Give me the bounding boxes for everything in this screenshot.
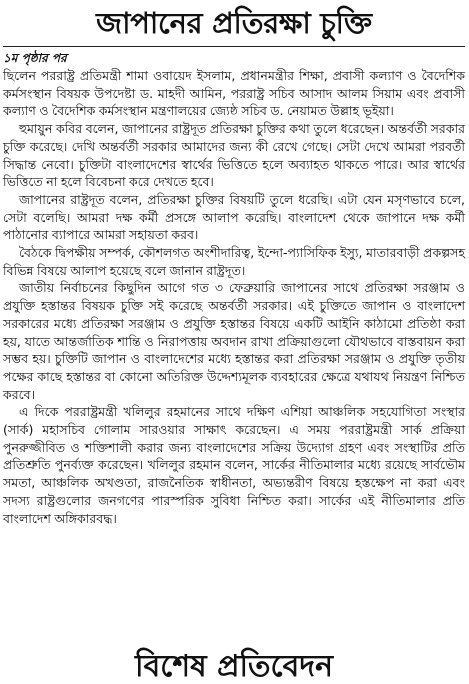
next-headline-text: বিশেষ প্রতিবেদন xyxy=(135,649,333,684)
article-paragraph: হুমায়ুন কবির বলেন, জাপানের রাষ্ট্রদূত প্রতিরক্ষা চুক্তির কথা তুলে ধরেছেন। অন্তর্বর্তী সরকার চুক্তি করেছে। দেখি অন্তর্বর্তী সরকার আমাদের জন্য কী রেখে গেছে। সেটা দেখে আমরা পরবর্তী সিদ্ধান্ত নেবো। চুক্তিটা বাংলাদেশের স্বার্থের ভিত্তিতে হলে অব্যাহত থাকতে পারে। আর স্বার্থের ভিত্তিতে না হলে বিবেচনা করে দেখতে হবে। xyxy=(3,121,465,190)
continued-from-label: ১ম পৃষ্ঠার পর xyxy=(3,51,67,65)
article-paragraph: ছিলেন পররাষ্ট্র প্রতিমন্ত্রী শামা ওবায়েদ ইসলাম, প্রধানমন্ত্রীর শিক্ষা, প্রবাসী কল্যাণ ও বৈদেশিক কর্মসংস্থান বিষয়ক উপদেষ্টা ড. মাহদী আমিন, পররাষ্ট্র সচিব আসাদ আলম সিয়াম এবং প্রবাসী কল্যাণ ও বৈদেশিক কর্মসংস্থান মন্ত্রণালয়ের জ্যেষ্ঠ সচিব ড. নেয়ামত উল্লাহ ভূইয়া। xyxy=(3,68,465,119)
next-article-headline-cropped xyxy=(3,646,465,684)
article-paragraph: এ দিকে পররাষ্ট্রমন্ত্রী খলিলুর রহমানের সাথে দক্ষিণ এশিয়া আঞ্চলিক সহযোগিতা সংস্থার (সার্ক) মহাসচিব গোলাম সারওয়ার সাক্ষাৎ করেছেন। এ সময় পররাষ্ট্রমন্ত্রী সার্ক প্রক্রিয়া পুনরুজ্জীবিত ও শক্তিশালী করার জন্য বাংলাদেশের সক্রিয় উদ্যোগ গ্রহণ এবং সংস্থাটির প্রতি প্রতিশ্রুতি পুনর্ব্যক্ত করেছেন। খলিলুর রহমান বলেন, সার্কের নীতিমালার মধ্যে রয়েছে সার্বভৌম সমতা, আঞ্চলিক অখণ্ডতা, রাজনৈতিক স্বাধীনতা, অভ্যন্তরীণ বিষয়ে হস্তক্ষেপ না করা এবং সদস্য রাষ্ট্রগুলোর জনগণের পারস্পরিক সুবিধা নিশ্চিত করা। সার্কের এই নীতিমালার প্রতি বাংলাদেশ অঙ্গিকারবদ্ধ। xyxy=(3,404,465,526)
article-paragraph: জাতীয় নির্বাচনের কিছুদিন আগে গত ৩ ফেব্রুয়ারি জাপানের সাথে প্রতিরক্ষা সরঞ্জাম ও প্রযুক্তি হস্তান্তর বিষয়ক চুক্তি সই করেছে অন্তর্বর্তী সরকার। এই চুক্তিতে জাপান ও বাংলাদেশ সরকারের মধ্যে প্রতিরক্ষা সরঞ্জাম ও প্রযুক্তি হস্তান্তর বিষয়ে একটি আইনি কাঠামো প্রতিষ্ঠা করা হয়, যাতে আন্তর্জাতিক শান্তি ও নিরাপত্তায় অবদান রাখা প্রক্রিয়াগুলো যৌথভাবে বাস্তবায়ন করা সম্ভব হয়। চুক্তিটি জাপান ও বাংলাদেশের মধ্যে হস্তান্তর করা প্রতিরক্ষা সরঞ্জাম ও প্রযুক্তি তৃতীয় পক্ষের কাছে হস্তান্তর বা কোনো অতিরিক্ত উদ্দেশ্যমূলক ব্যবহারের ক্ষেত্রে যথাযথ নিয়ন্ত্রণ নিশ্চিত করবে। xyxy=(3,280,465,402)
article-paragraph: বৈঠকে দ্বিপক্ষীয় সম্পর্ক, কৌশলগত অংশীদারিত্ব, ইন্দো-প্যাসিফিক ইস্যু, মাতারবাড়ী প্রকল্পসহ বিভিন্ন বিষয়ে আলাপ হয়েছে বলে জানান রাষ্ট্রদূত। xyxy=(3,245,465,278)
article-headline: জাপানের প্রতিরক্ষা চুক্তি xyxy=(96,6,372,40)
headline-divider xyxy=(3,46,465,47)
article-paragraph: জাপানের রাষ্ট্রদূত বলেন, প্রতিরক্ষা চুক্তির বিষয়টি তুলে ধরেছি। এটা যেন মসৃণভাবে চলে, সেটা বলেছি। আমরা দক্ষ কর্মী প্রসঙ্গে আলাপ করেছি। বাংলাদেশ থেকে জাপানে দক্ষ কর্মী পাঠানোর ব্যাপারে আমরা সহায়তা করব। xyxy=(3,191,465,243)
